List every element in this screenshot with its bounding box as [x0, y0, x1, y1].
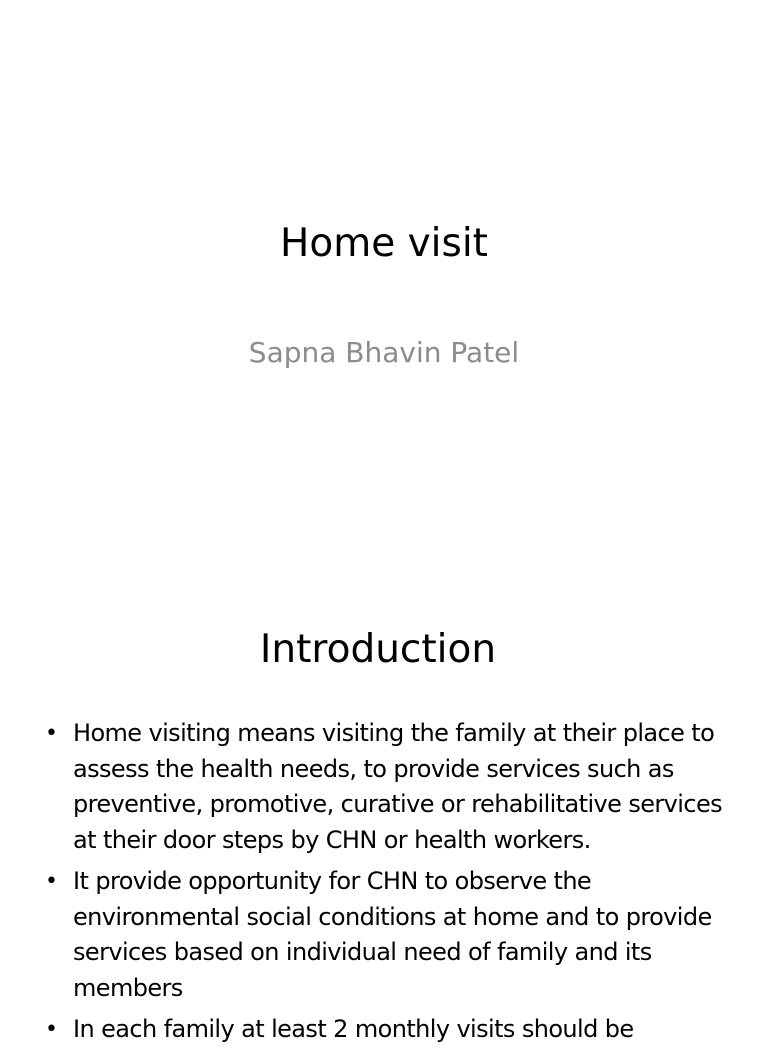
- bullet-text: It provide opportunity for CHN to observe the environmental social conditions at home and to provide services based on individual need of family and its members: [73, 867, 712, 1002]
- slide-subtitle: Sapna Bhavin Patel: [248, 336, 520, 369]
- bullet-list: [40, 716, 740, 1054]
- introduction-slide: [0, 576, 768, 1043]
- slide-title: Home visit: [280, 221, 488, 266]
- bullet-point-icon: •: [45, 721, 58, 746]
- bullet-text: Home visiting means visiting the family at their place to assess the health needs, to provide services such as preventive, promotive, curative or rehabilitative services at their door steps by CHN or health workers.: [73, 719, 723, 854]
- bullet-item: [40, 1012, 740, 1048]
- slide-heading: Introduction: [259, 627, 497, 672]
- bullet-text: In each family at least 2 monthly visits should be: [73, 1015, 634, 1043]
- bullet-item: [40, 716, 740, 858]
- bullet-point-icon: •: [45, 869, 58, 894]
- bullet-item: [40, 864, 740, 1006]
- bullet-point-icon: •: [45, 1017, 58, 1042]
